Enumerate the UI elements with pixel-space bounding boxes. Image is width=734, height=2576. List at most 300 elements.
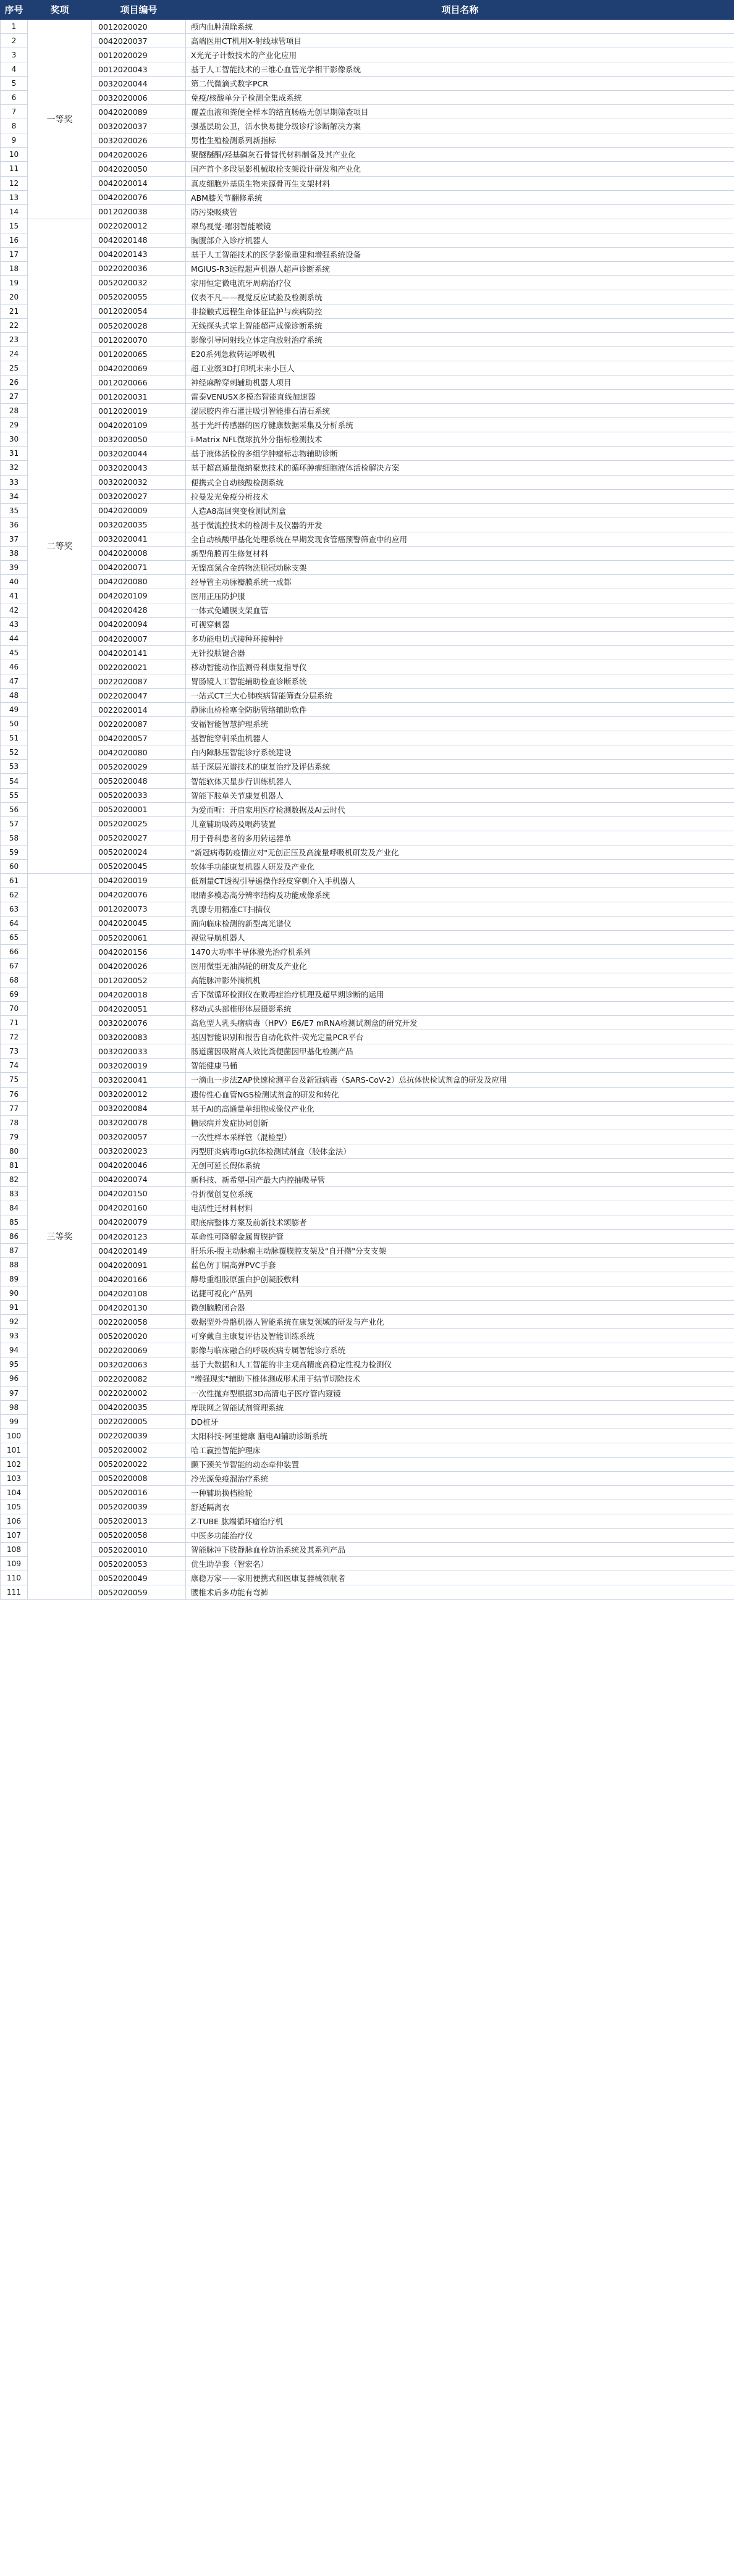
cell-no: 67	[1, 959, 28, 973]
cell-no: 102	[1, 1457, 28, 1471]
cell-project-code: 0042020014	[92, 176, 186, 190]
cell-project-name: 糖尿病并发症协同创新	[186, 1115, 734, 1130]
table-row	[1, 1073, 734, 1087]
cell-project-code: 0052020059	[92, 1585, 186, 1600]
cell-project-name: 一次性抛弃型根据3D高清电子医疗管内窥镜	[186, 1386, 734, 1400]
cell-no: 17	[1, 247, 28, 261]
cell-project-code: 0022020005	[92, 1414, 186, 1429]
cell-no: 106	[1, 1514, 28, 1528]
cell-no: 89	[1, 1272, 28, 1286]
table-row	[1, 1500, 734, 1514]
table-row	[1, 219, 734, 233]
cell-project-name: 乳腺专用精准CT扫描仪	[186, 902, 734, 916]
cell-project-name: 基于人工智能技术的三维心血管光学相干影像系统	[186, 62, 734, 77]
table-row	[1, 105, 734, 119]
cell-project-code: 0012020052	[92, 973, 186, 988]
cell-project-name: 智能健康马桶	[186, 1059, 734, 1073]
cell-project-code: 0022020058	[92, 1315, 186, 1329]
table-row	[1, 988, 734, 1002]
cell-no: 1	[1, 20, 28, 34]
table-row	[1, 489, 734, 503]
cell-no: 59	[1, 845, 28, 859]
cell-no: 61	[1, 873, 28, 887]
table-row	[1, 404, 734, 418]
table-row	[1, 361, 734, 375]
table-row	[1, 34, 734, 48]
cell-project-name: 人造A8高回突变检测试剂盒	[186, 503, 734, 518]
cell-project-name: 一站式CT三大心肺疾病智能筛查分层系统	[186, 689, 734, 703]
cell-project-name: 太阳科技-阿里健康 脑电AI辅助诊断系统	[186, 1429, 734, 1443]
cell-project-name: 面向临床检测的新型离光谱仪	[186, 916, 734, 930]
cell-no: 79	[1, 1130, 28, 1144]
cell-project-code: 0032020044	[92, 77, 186, 91]
cell-project-name: 第二代微滴式数字PCR	[186, 77, 734, 91]
cell-project-code: 0032020037	[92, 119, 186, 133]
table-row	[1, 475, 734, 489]
cell-no: 20	[1, 290, 28, 304]
cell-project-code: 0042020148	[92, 233, 186, 247]
cell-project-name: 防污染吸痰管	[186, 204, 734, 219]
cell-project-name: 基智能穿刺采血机器人	[186, 731, 734, 745]
cell-project-code: 0042020026	[92, 148, 186, 162]
table-row	[1, 802, 734, 816]
cell-no: 81	[1, 1158, 28, 1172]
cell-project-name: 用于骨科患者的多用转运器单	[186, 831, 734, 845]
table-row	[1, 1286, 734, 1301]
cell-project-name: 革命性可降解金属胃膜护管	[186, 1229, 734, 1243]
cell-project-name: 康稳万家——家用便携式和医康复器械领航者	[186, 1571, 734, 1585]
cell-project-name: 优生助孕套（智宏名）	[186, 1557, 734, 1571]
cell-no: 63	[1, 902, 28, 916]
cell-project-name: 胃肠镜人工智能辅助检查诊断系统	[186, 674, 734, 689]
cell-project-code: 0042020160	[92, 1201, 186, 1215]
cell-project-code: 0042020045	[92, 916, 186, 930]
cell-project-name: 拉曼发光免疫分析技术	[186, 489, 734, 503]
cell-project-code: 0042020428	[92, 603, 186, 617]
table-row	[1, 1172, 734, 1186]
cell-project-code: 0042020150	[92, 1186, 186, 1201]
cell-no: 19	[1, 275, 28, 290]
cell-no: 91	[1, 1301, 28, 1315]
table-row	[1, 447, 734, 461]
table-row	[1, 1400, 734, 1414]
cell-project-code: 0042020057	[92, 731, 186, 745]
cell-project-name: 无镍高氮合金药物洗脱冠动脉支架	[186, 560, 734, 574]
cell-project-code: 0042020130	[92, 1301, 186, 1315]
cell-project-name: 非接触式远程生命体征监护与疾病防控	[186, 304, 734, 318]
cell-project-code: 0052020028	[92, 318, 186, 332]
cell-project-name: 遗传性心血管NGS检测试剂盒的研发和转化	[186, 1087, 734, 1101]
cell-project-name: 舌下微循环检测仪在败毒症治疗机理及超早期诊断的运用	[186, 988, 734, 1002]
cell-no: 69	[1, 988, 28, 1002]
cell-project-name: 视觉导航机器人	[186, 931, 734, 945]
cell-project-name: 软体手功能康复机器人研发及产业化	[186, 859, 734, 873]
table-row	[1, 290, 734, 304]
cell-no: 38	[1, 546, 28, 560]
table-row	[1, 119, 734, 133]
cell-project-code: 0022020069	[92, 1343, 186, 1357]
cell-project-name: 免疫/核酸单分子检测全集成系统	[186, 91, 734, 105]
cell-project-code: 0052020001	[92, 802, 186, 816]
cell-project-code: 0042020094	[92, 617, 186, 631]
cell-no: 36	[1, 518, 28, 532]
cell-no: 83	[1, 1186, 28, 1201]
table-row	[1, 518, 734, 532]
cell-project-name: 可穿戴自主康复评估及智能训练系统	[186, 1329, 734, 1343]
cell-project-code: 0052020008	[92, 1471, 186, 1485]
cell-no: 47	[1, 674, 28, 689]
table-row	[1, 1215, 734, 1229]
cell-no: 42	[1, 603, 28, 617]
cell-project-name: 骨折微创复位系统	[186, 1186, 734, 1201]
cell-project-code: 0052020061	[92, 931, 186, 945]
cell-project-name: 电活性迁材料材料	[186, 1201, 734, 1215]
cell-no: 64	[1, 916, 28, 930]
cell-no: 8	[1, 119, 28, 133]
cell-project-name: 基于深层光谱技术的康复治疗及评估系统	[186, 760, 734, 774]
table-row	[1, 1030, 734, 1044]
table-row	[1, 1485, 734, 1500]
cell-no: 82	[1, 1172, 28, 1186]
table-header	[1, 1, 734, 20]
table-row	[1, 816, 734, 831]
cell-project-name: 基于大数据和人工智能的非主观高精度高稳定性视力检测仪	[186, 1357, 734, 1372]
cell-project-name: 翠鸟视觉-璀羽智能喉镜	[186, 219, 734, 233]
table-row	[1, 1186, 734, 1201]
cell-project-name: 哈工嬴控智能护理床	[186, 1443, 734, 1457]
cell-project-name: 儿童辅助吸药及喂药装置	[186, 816, 734, 831]
cell-project-code: 0032020019	[92, 1059, 186, 1073]
cell-project-name: MGIUS-R3远程超声机器人超声诊断系统	[186, 261, 734, 275]
table-row	[1, 261, 734, 275]
cell-project-code: 0042020050	[92, 162, 186, 176]
cell-no: 93	[1, 1329, 28, 1343]
cell-project-code: 0042020141	[92, 646, 186, 660]
cell-project-name: 覆盖血液和粪便全样本的结直肠癌无创早期筛查项目	[186, 105, 734, 119]
table-row	[1, 1386, 734, 1400]
cell-no: 99	[1, 1414, 28, 1429]
cell-project-code: 0042020123	[92, 1229, 186, 1243]
table-row	[1, 689, 734, 703]
cell-project-code: 0012020073	[92, 902, 186, 916]
table-row	[1, 1301, 734, 1315]
table-row	[1, 390, 734, 404]
table-row	[1, 788, 734, 802]
cell-project-code: 0022020012	[92, 219, 186, 233]
cell-project-code: 0042020074	[92, 1172, 186, 1186]
cell-no: 30	[1, 432, 28, 447]
cell-no: 88	[1, 1258, 28, 1272]
cell-project-name: 肠道菌因吸附高人效比粪便菌因甲基化检测产品	[186, 1044, 734, 1059]
cell-no: 12	[1, 176, 28, 190]
cell-no: 2	[1, 34, 28, 48]
table-row	[1, 1343, 734, 1357]
cell-project-name: 仪表不凡——视觉反应试验及检测系统	[186, 290, 734, 304]
cell-no: 66	[1, 945, 28, 959]
cell-project-name: 库联网之智能试剂管理系统	[186, 1400, 734, 1414]
table-row	[1, 148, 734, 162]
table-row	[1, 574, 734, 589]
cell-no: 68	[1, 973, 28, 988]
cell-no: 86	[1, 1229, 28, 1243]
table-row	[1, 1044, 734, 1059]
cell-project-name: 高危型人乳头瘤病毒（HPV）E6/E7 mRNA检测试剂盒的研究开发	[186, 1016, 734, 1030]
table-row	[1, 760, 734, 774]
cell-no: 25	[1, 361, 28, 375]
cell-project-name: 低剂量CT透视引导遥操作经皮穿刺介入手机器人	[186, 873, 734, 887]
cell-project-code: 0022020082	[92, 1372, 186, 1386]
cell-project-name: ABM膝关节翻修系统	[186, 190, 734, 204]
cell-project-name: 家用恒定微电流牙周病治疗仪	[186, 275, 734, 290]
cell-no: 50	[1, 717, 28, 731]
cell-project-name: 眼底病整体方案及前新技术颂膨者	[186, 1215, 734, 1229]
cell-project-code: 0052020002	[92, 1443, 186, 1457]
cell-project-name: 便携式全自动核酸检测系统	[186, 475, 734, 489]
cell-project-code: 0012020020	[92, 20, 186, 34]
cell-project-name: 移动智能动作监测骨科康复指导仪	[186, 660, 734, 674]
cell-project-name: 经导管主动脉瓣膜系统一成都	[186, 574, 734, 589]
cell-no: 3	[1, 48, 28, 62]
cell-no: 40	[1, 574, 28, 589]
cell-no: 18	[1, 261, 28, 275]
cell-no: 13	[1, 190, 28, 204]
cell-project-name: 丙型肝炎病毒IgG抗体检测试剂盒（胶体金法）	[186, 1144, 734, 1158]
cell-no: 49	[1, 703, 28, 717]
cell-project-code: 0032020078	[92, 1115, 186, 1130]
cell-project-code: 0052020055	[92, 290, 186, 304]
table-row	[1, 318, 734, 332]
cell-no: 74	[1, 1059, 28, 1073]
cell-no: 109	[1, 1557, 28, 1571]
table-row	[1, 1528, 734, 1542]
cell-no: 76	[1, 1087, 28, 1101]
cell-project-code: 0032020033	[92, 1044, 186, 1059]
cell-no: 23	[1, 333, 28, 347]
cell-project-name: 涩尿胶内祚石灌注吸引智能排石清石系统	[186, 404, 734, 418]
cell-project-code: 0032020057	[92, 1130, 186, 1144]
cell-no: 27	[1, 390, 28, 404]
cell-project-name: X光光子计数技术的产业化应用	[186, 48, 734, 62]
cell-no: 94	[1, 1343, 28, 1357]
cell-project-name: 智能软体天星步行训练机器人	[186, 774, 734, 788]
cell-project-code: 0042020076	[92, 190, 186, 204]
cell-project-code: 0042020149	[92, 1244, 186, 1258]
cell-project-code: 0042020018	[92, 988, 186, 1002]
cell-project-name: 超工业级3D打印机未来小巨人	[186, 361, 734, 375]
cell-project-name: 为爱而听：开启家用医疗检测数据及AI云时代	[186, 802, 734, 816]
cell-no: 9	[1, 133, 28, 148]
cell-project-code: 0032020041	[92, 532, 186, 546]
cell-project-code: 0022020021	[92, 660, 186, 674]
cell-no: 45	[1, 646, 28, 660]
cell-project-code: 0032020083	[92, 1030, 186, 1044]
table-row	[1, 703, 734, 717]
cell-project-name: 一次性样本采样管（混检型）	[186, 1130, 734, 1144]
cell-project-code: 0032020041	[92, 1073, 186, 1087]
cell-project-code: 0052020016	[92, 1485, 186, 1500]
cell-no: 7	[1, 105, 28, 119]
cell-project-code: 0042020008	[92, 546, 186, 560]
cell-no: 107	[1, 1528, 28, 1542]
cell-project-code: 0052020025	[92, 816, 186, 831]
cell-project-name: 医用微型无油涡轮的研发及产业化	[186, 959, 734, 973]
cell-no: 16	[1, 233, 28, 247]
cell-project-name: 蓝色仿丁膈高弹PVC手套	[186, 1258, 734, 1272]
cell-award: 三等奖	[28, 873, 92, 1599]
cell-no: 103	[1, 1471, 28, 1485]
cell-project-code: 0042020069	[92, 361, 186, 375]
cell-project-code: 0032020044	[92, 447, 186, 461]
col-header-no: 序号	[1, 1, 28, 20]
table-row	[1, 1059, 734, 1073]
cell-project-code: 0012020054	[92, 304, 186, 318]
cell-award: 二等奖	[28, 219, 92, 873]
cell-project-code: 0042020026	[92, 959, 186, 973]
table-row	[1, 959, 734, 973]
cell-project-code: 0022020039	[92, 1429, 186, 1443]
cell-project-code: 0042020080	[92, 745, 186, 760]
table-row	[1, 945, 734, 959]
table-row	[1, 1002, 734, 1016]
cell-project-code: 0032020084	[92, 1101, 186, 1115]
cell-no: 39	[1, 560, 28, 574]
cell-project-code: 0032020043	[92, 461, 186, 475]
table-row	[1, 1471, 734, 1485]
cell-project-name: "新冠病毒防疫情应对"无创正压及高流量呼吸机研发及产业化	[186, 845, 734, 859]
cell-project-code: 0012020065	[92, 347, 186, 361]
cell-project-code: 0042020108	[92, 1286, 186, 1301]
table-row	[1, 845, 734, 859]
cell-project-code: 0012020038	[92, 204, 186, 219]
cell-project-name: 基于微流控技术的检测卡及仪器的开发	[186, 518, 734, 532]
cell-project-code: 0032020076	[92, 1016, 186, 1030]
cell-project-code: 0022020087	[92, 674, 186, 689]
table-row	[1, 204, 734, 219]
table-row	[1, 304, 734, 318]
cell-project-code: 0012020019	[92, 404, 186, 418]
cell-project-name: 基于液体活检的多组学肿瘤标志物辅助诊断	[186, 447, 734, 461]
cell-project-name: 冷光源免疫溜治疗系统	[186, 1471, 734, 1485]
cell-project-name: 舒适隔离衣	[186, 1500, 734, 1514]
cell-project-name: 胸腹部介入诊疗机器人	[186, 233, 734, 247]
table-row	[1, 1229, 734, 1243]
table-row	[1, 461, 734, 475]
cell-project-code: 0022020087	[92, 717, 186, 731]
table-row	[1, 1158, 734, 1172]
table-row	[1, 589, 734, 603]
cell-no: 24	[1, 347, 28, 361]
cell-no: 80	[1, 1144, 28, 1158]
cell-project-name: 强基层助公卫，活水快易捷分级诊疗诊断解决方案	[186, 119, 734, 133]
cell-project-name: 基于光纤传感器的医疗健康数据采集及分析系统	[186, 418, 734, 432]
cell-no: 21	[1, 304, 28, 318]
table-row	[1, 1315, 734, 1329]
cell-no: 34	[1, 489, 28, 503]
cell-project-code: 0012020043	[92, 62, 186, 77]
cell-project-name: 一体式免罐膜支架血管	[186, 603, 734, 617]
cell-project-code: 0052020013	[92, 1514, 186, 1528]
table-row	[1, 660, 734, 674]
cell-project-name: 无针投肤键合器	[186, 646, 734, 660]
table-row	[1, 1457, 734, 1471]
table-row	[1, 532, 734, 546]
cell-project-name: 腰椎术后多功能有弯裤	[186, 1585, 734, 1600]
cell-project-name: 诺捷可视化产品列	[186, 1286, 734, 1301]
cell-project-name: 雷泰VENUSX多模态智能直线加速器	[186, 390, 734, 404]
cell-project-code: 0042020166	[92, 1272, 186, 1286]
table-row	[1, 646, 734, 660]
cell-no: 60	[1, 859, 28, 873]
cell-no: 105	[1, 1500, 28, 1514]
cell-project-name: 新型角膜再生修复材料	[186, 546, 734, 560]
cell-project-code: 0022020014	[92, 703, 186, 717]
cell-project-code: 0052020058	[92, 1528, 186, 1542]
table-row	[1, 973, 734, 988]
cell-no: 46	[1, 660, 28, 674]
table-row	[1, 503, 734, 518]
table-row	[1, 176, 734, 190]
table-row	[1, 546, 734, 560]
table-row	[1, 1543, 734, 1557]
table-row	[1, 1585, 734, 1600]
cell-project-code: 0052020020	[92, 1329, 186, 1343]
table-row	[1, 432, 734, 447]
cell-project-name: 多功能电切式接种环接种针	[186, 632, 734, 646]
cell-no: 14	[1, 204, 28, 219]
cell-no: 92	[1, 1315, 28, 1329]
col-header-award: 奖项	[28, 1, 92, 20]
cell-no: 22	[1, 318, 28, 332]
cell-no: 95	[1, 1357, 28, 1372]
cell-project-name: 基于AI的高通量单细胞成像仪产业化	[186, 1101, 734, 1115]
cell-no: 32	[1, 461, 28, 475]
table-row	[1, 91, 734, 105]
cell-no: 104	[1, 1485, 28, 1500]
cell-project-name: 基于超高通量微纳聚焦技术的循环肿瘤细胞液体活检解决方案	[186, 461, 734, 475]
table-row	[1, 190, 734, 204]
cell-no: 51	[1, 731, 28, 745]
col-header-code: 项目编号	[92, 1, 186, 20]
cell-project-code: 0052020024	[92, 845, 186, 859]
cell-project-name: 新科技、新希望-国产最大内控抽吸导管	[186, 1172, 734, 1186]
cell-project-name: 聚醚醚酮/羟基磷灰石骨替代材料制备及其产业化	[186, 148, 734, 162]
cell-project-name: 移动式头部椎形体层摄影系统	[186, 1002, 734, 1016]
cell-project-code: 0042020156	[92, 945, 186, 959]
cell-project-name: 1470大功率半导体激光治疗机系列	[186, 945, 734, 959]
table-row	[1, 1115, 734, 1130]
cell-no: 101	[1, 1443, 28, 1457]
cell-project-code: 0042020091	[92, 1258, 186, 1272]
cell-project-name: 基因智能识别和报告自动化软件-荧光定量PCR平台	[186, 1030, 734, 1044]
cell-project-code: 0042020109	[92, 418, 186, 432]
cell-no: 85	[1, 1215, 28, 1229]
col-header-name: 项目名称	[186, 1, 734, 20]
table-row	[1, 731, 734, 745]
cell-project-code: 0042020037	[92, 34, 186, 48]
cell-project-code: 0052020033	[92, 788, 186, 802]
cell-project-code: 0022020047	[92, 689, 186, 703]
table-row	[1, 916, 734, 930]
cell-no: 90	[1, 1286, 28, 1301]
cell-no: 71	[1, 1016, 28, 1030]
table-row	[1, 745, 734, 760]
cell-project-name: 中医多功能治疗仪	[186, 1528, 734, 1542]
cell-no: 52	[1, 745, 28, 760]
table-row	[1, 603, 734, 617]
table-row	[1, 1329, 734, 1343]
cell-project-name: 基于人工智能技术的医学影像重建和增强系统设备	[186, 247, 734, 261]
cell-no: 31	[1, 447, 28, 461]
